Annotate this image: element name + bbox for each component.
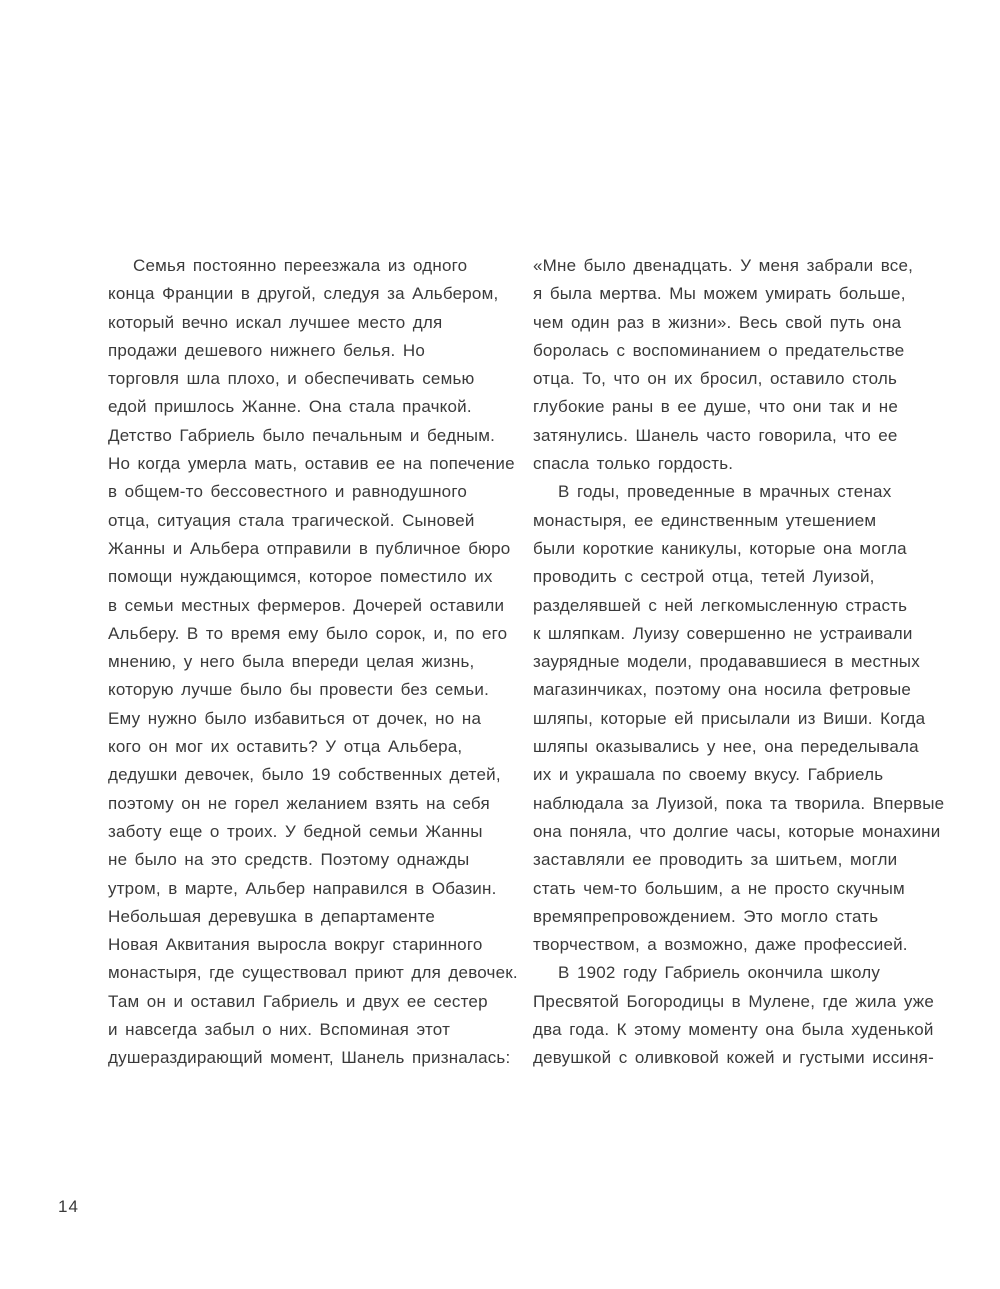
text-columns [108,252,945,1073]
right-column [533,252,945,1073]
text-line: два года. К этому моменту она была худенькой [533,1020,934,1040]
text-line: заурядные модели, продававшиеся в местных [533,652,920,672]
text-line: которую лучше было бы провести без семьи. [108,680,489,700]
text-line: торговля шла плохо, и обеспечивать семью [108,369,475,389]
text-line: монастыря, где существовал приют для девочек. [108,963,518,983]
text-line: утром, в марте, Альбер направился в Обазин. [108,878,497,898]
text-line: глубокие раны в ее душе, что они так и не [533,397,898,417]
text-line: времяпрепровождением. Это могло стать [533,906,879,926]
text-line: заставляли ее проводить за шитьем, могли [533,850,898,870]
text-line: поэтому он не горел желанием взять на себя [108,793,490,813]
text-line: Но когда умерла мать, оставив ее на попечение [108,454,515,474]
text-line: Альберу. В то время ему было сорок, и, по его [108,623,508,643]
text-line: Небольшая деревушка в департаменте [108,906,436,926]
text-line: душераздирающий момент, Шанель призналась: [108,1048,511,1068]
text-line: дедушки девочек, было 19 собственных детей, [108,765,501,785]
text-line: стать чем-то большим, а не просто скучным [533,878,905,898]
text-line: творчеством, а возможно, даже профессией. [533,935,908,955]
text-line: «Мне было двенадцать. У меня забрали все, [533,256,914,275]
text-line: В годы, проведенные в мрачных стенах [558,482,892,502]
text-line: кого он мог их оставить? У отца Альбера, [108,737,463,757]
left-column [108,252,518,1073]
text-line: Жанны и Альбера отправили в публичное бюро [108,538,511,558]
text-line: магазинчиках, поэтому она носила фетровые [533,680,912,700]
text-line: Семья постоянно переезжала из одного [133,256,468,275]
text-line: я была мертва. Мы можем умирать больше, [533,284,906,304]
text-line: проводить с сестрой отца, тетей Луизой, [533,567,875,587]
text-line: разделявшей с ней легкомысленную страсть [533,595,908,615]
text-line: их и украшала по своему вкусу. Габриель [533,765,884,785]
text-line: чем один раз в жизни». Весь свой путь она [533,312,902,332]
text-line: который вечно искал лучшее место для [108,312,443,332]
text-line: наблюдала за Луизой, пока та творила. Впервые [533,793,945,813]
text-line: Там он и оставил Габриель и двух ее сестер [108,991,488,1011]
text-line: в общем-то бессовестного и равнодушного [108,482,468,502]
text-line: Пресвятой Богородицы в Мулене, где жила уже [533,991,934,1011]
text-line: шляпы оказывались у нее, она переделывала [533,737,919,757]
text-line: и навсегда забыл о них. Вспоминая этот [108,1020,451,1040]
text-line: отца, ситуация стала трагической. Сыновей [108,510,475,530]
text-line: продажи дешевого нижнего белья. Но [108,340,425,360]
text-line: Детство Габриель было печальным и бедным. [108,425,496,445]
text-line: едой пришлось Жанне. Она стала прачкой. [108,397,472,417]
text-line: Ему нужно было избавиться от дочек, но на [108,708,482,728]
text-line: не было на это средств. Поэтому однажды [108,850,470,870]
page-number: 14 [58,1197,79,1216]
text-line: монастыря, ее единственным утешением [533,510,877,530]
text-line: отца. То, что он их бросил, оставило столь [533,369,898,389]
text-line: мнению, у него была впереди целая жизнь, [108,652,475,672]
text-line: В 1902 году Габриель окончила школу [558,963,881,983]
text-line: она поняла, что долгие часы, которые монахини [533,821,941,841]
text-line: в семьи местных фермеров. Дочерей оставили [108,595,505,615]
text-line: шляпы, которые ей присылали из Виши. Когда [533,708,926,728]
text-line: были короткие каникулы, которые она могла [533,538,907,558]
text-line: боролась с воспоминанием о предательстве [533,340,905,360]
text-line: спасла только гордость. [533,454,734,474]
text-line: заботу еще о троих. У бедной семьи Жанны [108,821,483,841]
text-line: Новая Аквитания выросла вокруг старинного [108,935,483,955]
text-line: к шляпкам. Луизу совершенно не устраивали [533,623,913,643]
text-line: помощи нуждающимся, которое поместило их [108,567,493,587]
text-line: конца Франции в другой, следуя за Альбером, [108,284,499,304]
text-line: затянулись. Шанель часто говорила, что ее [533,425,898,445]
text-line: девушкой с оливковой кожей и густыми иссиня- [533,1048,934,1068]
